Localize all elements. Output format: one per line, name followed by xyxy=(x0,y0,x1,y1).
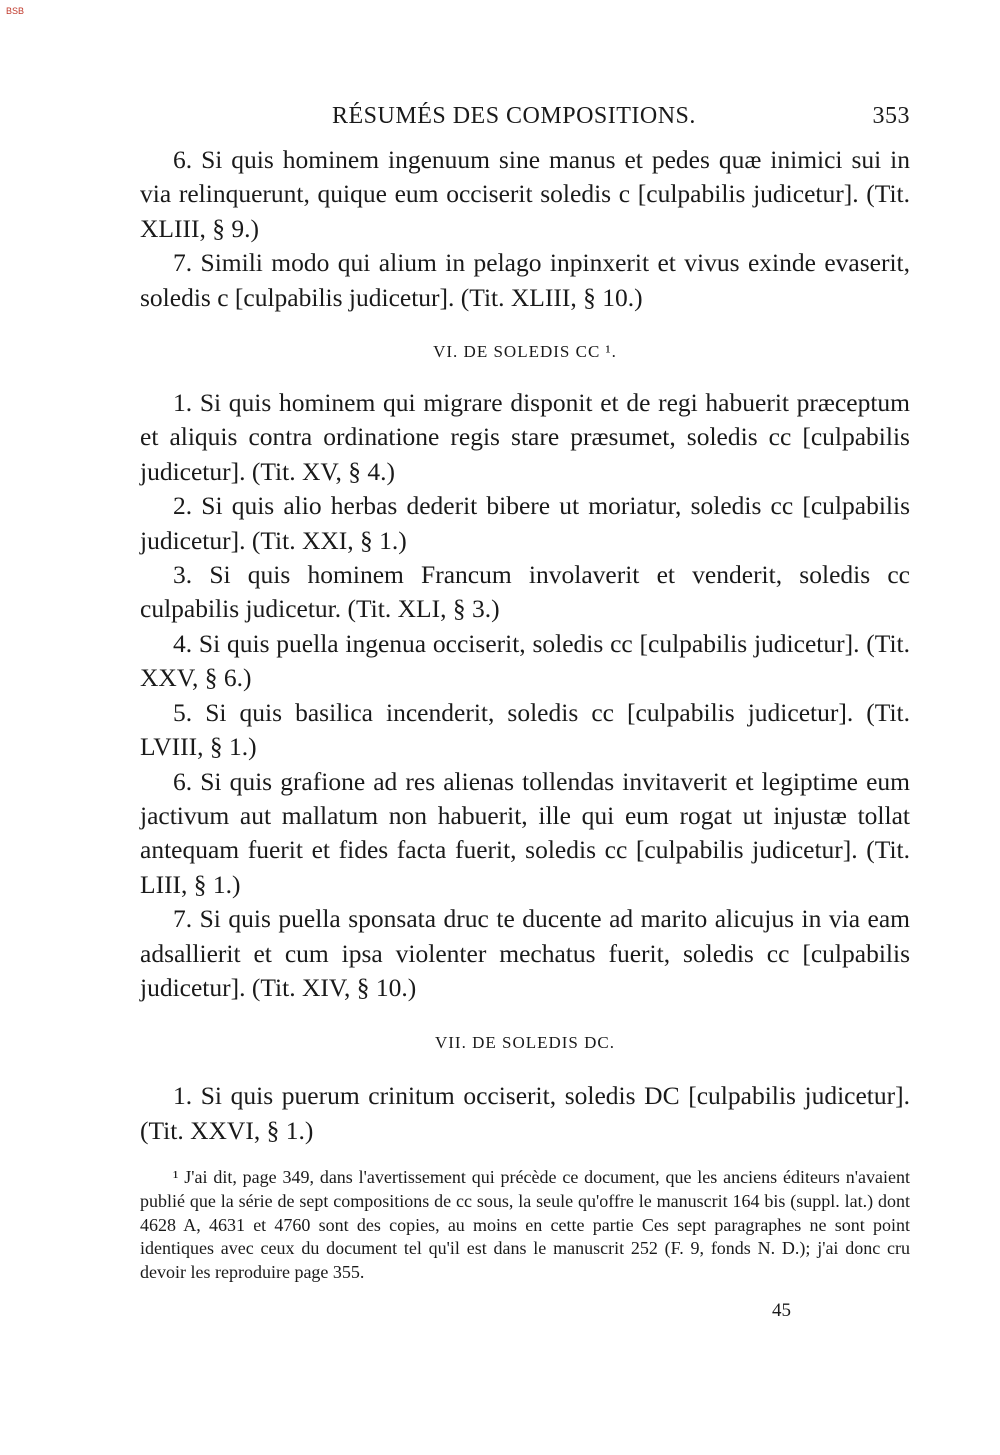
paragraph: 5. Si quis basilica incenderit, soledis cc [culpabilis judicetur]. (Tit. LVIII, § 1.) xyxy=(140,697,910,762)
footnote: ¹ J'ai dit, page 349, dans l'avertissement qui précède ce document, que les anciens éditeurs n'avaient publié que la série de sept compositions de cc sous, la seule qu'offre le manuscrit 164 bis (suppl. lat.) dont 4628 A, 4631 et 4760 sont des copies, au moins en cette partie Ces sept paragraphes ne sont point identiques avec ceux du document tel qu'il est dans le manuscrit 252 (F. 9, fonds N. D.); j'ai donc cru devoir les reproduire page 355. xyxy=(140,1167,910,1283)
paragraph: 1. Si quis puerum crinitum occiserit, soledis DC [culpabilis judicetur]. (Tit. XXVI, § 1.) xyxy=(140,1081,910,1145)
paragraph: 7. Si quis puella sponsata druc te ducente ad marito alicujus in via eam adsallierit et cum ipsa violenter mechatus fuerit, soledis cc [culpabilis judicetur]. (Tit. XIV, § 10.) xyxy=(140,904,910,1002)
library-stamp: BSB xyxy=(6,6,25,16)
running-title: RÉSUMÉS DES COMPOSITIONS. xyxy=(332,103,696,129)
paragraph: 6. Si quis grafione ad res alienas tollendas invitaverit et legiptime eum jactivum aut mallatum non habuerit, ille qui eum rogat ut injustæ tollat antequam fuerit et fides facta fuerit, soledis cc [culpabilis judicetur]. (Tit. LIII, § 1.) xyxy=(140,766,910,899)
paragraph: 1. Si quis hominem qui migrare disponit et de regi habuerit præceptum et aliquis contra ordinatione regis stare præsumet, soledis cc [culpabilis judicetur]. (Tit. XV, § 4.) xyxy=(140,388,910,486)
page-number: 353 xyxy=(872,103,910,129)
paragraph: 7. Simili modo qui alium in pelago inpinxerit et vivus exinde evaserit, soledis c [culpabilis judicetur]. (Tit. XLIII, § 10.) xyxy=(140,248,910,312)
main-text xyxy=(140,143,910,1148)
paragraph: 3. Si quis hominem Francum involaverit et venderit, soledis cc culpabilis judicetur. (Tit. XLI, § 3.) xyxy=(140,560,910,624)
paragraph: 2. Si quis alio herbas dederit bibere ut moriatur, soledis cc [culpabilis judicetur]. (Tit. XXI, § 1.) xyxy=(140,491,910,555)
paragraph: 4. Si quis puella ingenua occiserit, soledis cc [culpabilis judicetur]. (Tit. XXV, § 6.) xyxy=(140,628,910,693)
page-header xyxy=(140,103,910,137)
section-heading-vii: VII. DE SOLEDIS DC. xyxy=(434,1033,616,1053)
section-heading-vi: VI. DE SOLEDIS CC ¹. xyxy=(433,342,617,362)
signature-mark: 45 xyxy=(772,1300,791,1321)
paragraph: 6. Si quis hominem ingenuum sine manus et pedes quæ inimici sui in via relinquerunt, quique eum occiserit soledis c [culpabilis judicetur]. (Tit. XLIII, § 9.) xyxy=(140,145,910,243)
